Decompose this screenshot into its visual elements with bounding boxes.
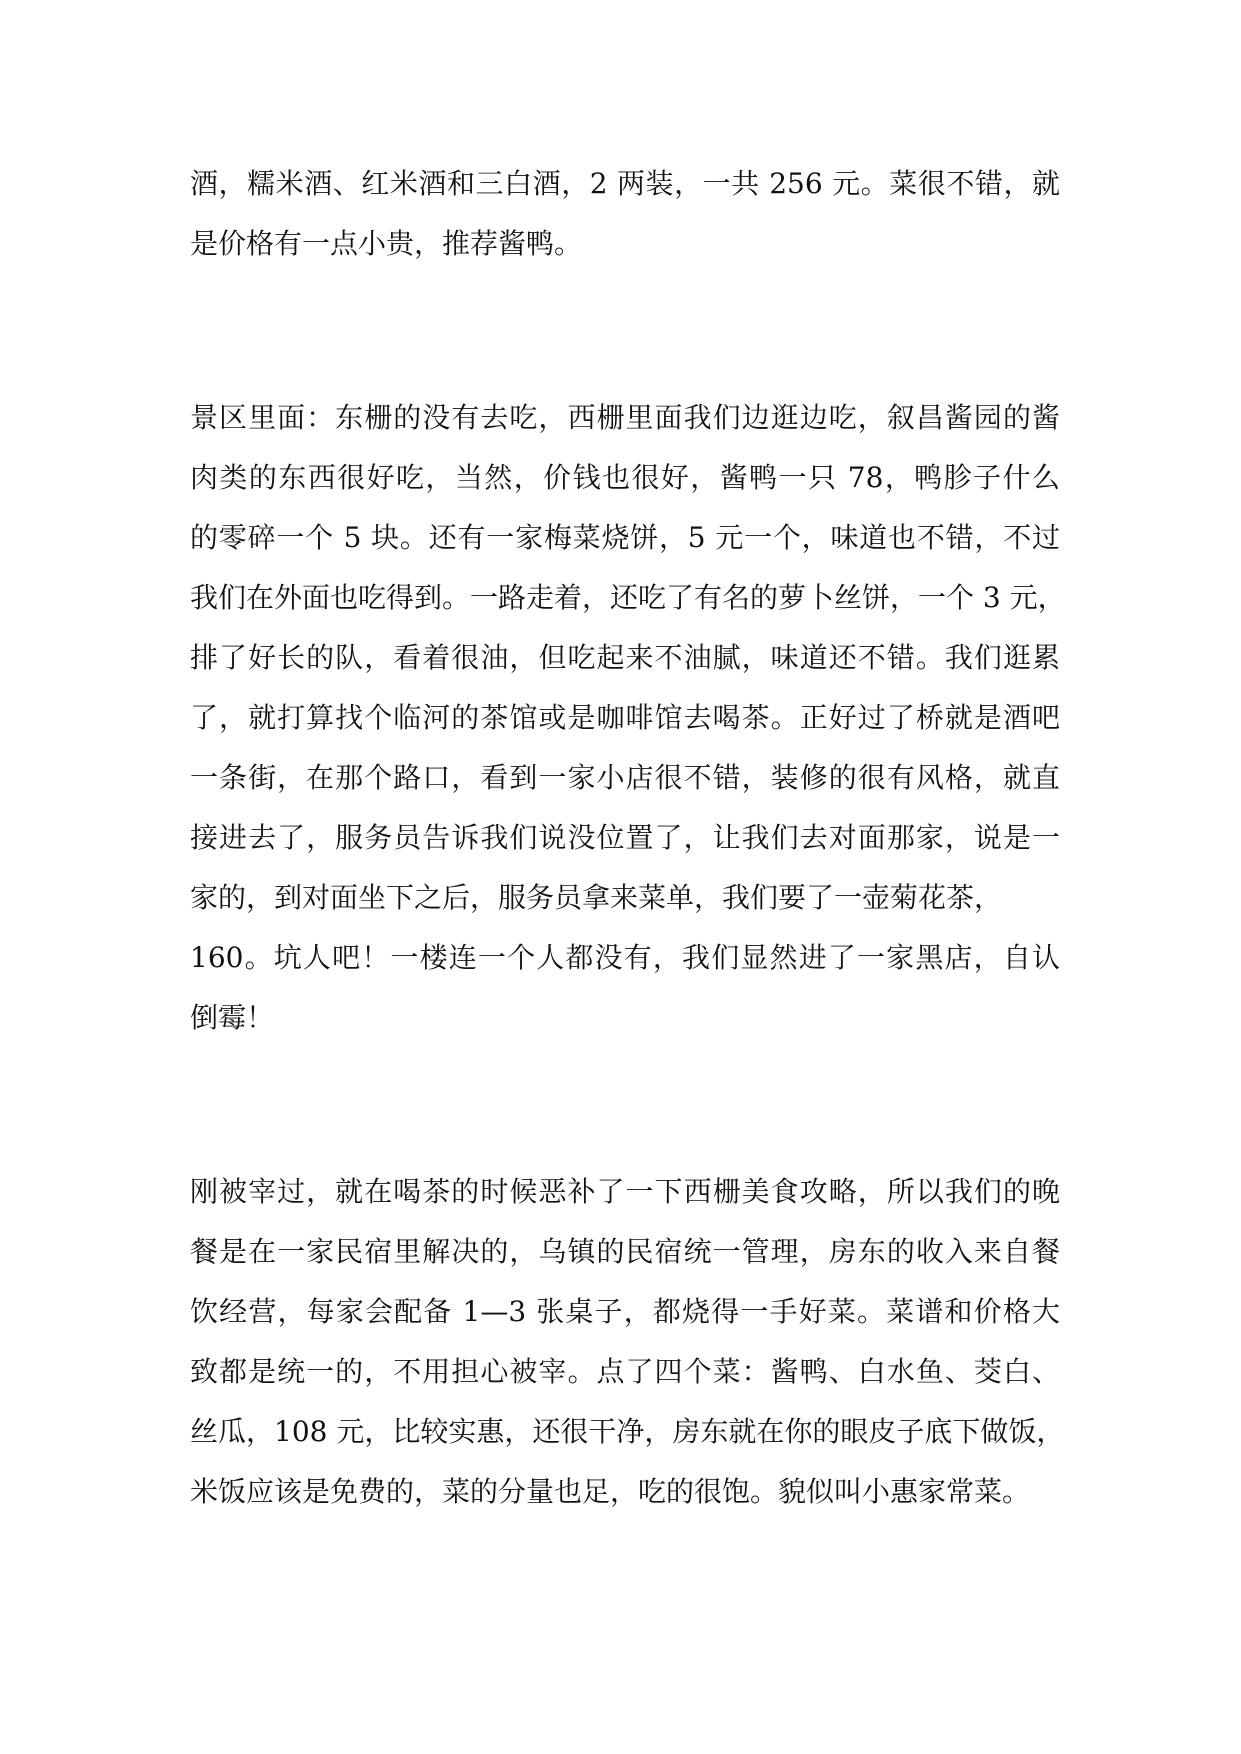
text-line: 酒，糯米酒、红米酒和三白酒，2 两装，一共 256 元。菜很不错，就 bbox=[190, 167, 1060, 200]
text-line: 致都是统一的，不用担心被宰。点了四个菜：酱鸭、白水鱼、茭白、 bbox=[190, 1355, 1060, 1388]
text-line: 了，就打算找个临河的茶馆或是咖啡馆去喝茶。正好过了桥就是酒吧 bbox=[190, 701, 1060, 734]
text-line: 家的，到对面坐下之后，服务员拿来菜单，我们要了一壶菊花茶， bbox=[190, 881, 1003, 914]
text-line: 米饭应该是免费的，菜的分量也足，吃的很饱。貌似叫小惠家常菜。 bbox=[190, 1475, 1031, 1508]
text-line: 我们在外面也吃得到。一路走着，还吃了有名的萝卜丝饼，一个 3 元， bbox=[190, 581, 1066, 614]
paragraph-1 bbox=[190, 154, 1060, 274]
text-line: 的零碎一个 5 块。还有一家梅菜烧饼，5 元一个，味道也不错，不过 bbox=[190, 521, 1060, 554]
text-line: 餐是在一家民宿里解决的，乌镇的民宿统一管理，房东的收入来自餐 bbox=[190, 1235, 1060, 1268]
text-line: 景区里面：东栅的没有去吃，西栅里面我们边逛边吃，叙昌酱园的酱 bbox=[190, 401, 1060, 434]
paragraph-spacer bbox=[190, 1048, 1060, 1162]
text-line: 一条街，在那个路口，看到一家小店很不错，装修的很有风格，就直 bbox=[190, 761, 1060, 794]
text-line: 是价格有一点小贵，推荐酱鸭。 bbox=[190, 227, 583, 260]
text-line: 160。坑人吧！一楼连一个人都没有，我们显然进了一家黑店，自认 bbox=[190, 941, 1060, 974]
text-line: 刚被宰过，就在喝茶的时候恶补了一下西栅美食攻略，所以我们的晚 bbox=[190, 1175, 1060, 1208]
paragraph-3 bbox=[190, 1162, 1065, 1522]
text-line: 丝瓜，108 元，比较实惠，还很干净，房东就在你的眼皮子底下做饭， bbox=[190, 1415, 1065, 1448]
paragraph-2 bbox=[190, 388, 1066, 1048]
text-line: 肉类的东西很好吃，当然，价钱也很好，酱鸭一只 78，鸭胗子什么 bbox=[190, 461, 1060, 494]
text-line: 接进去了，服务员告诉我们说没位置了，让我们去对面那家，说是一 bbox=[190, 821, 1060, 854]
text-line: 倒霉！ bbox=[190, 1001, 275, 1034]
text-line: 排了好长的队，看着很油，但吃起来不油腻，味道还不错。我们逛累 bbox=[190, 641, 1060, 674]
document-body bbox=[190, 154, 1066, 1522]
text-line: 饮经营，每家会配备 1—3 张桌子，都烧得一手好菜。菜谱和价格大 bbox=[190, 1295, 1060, 1328]
paragraph-spacer bbox=[190, 274, 1060, 388]
